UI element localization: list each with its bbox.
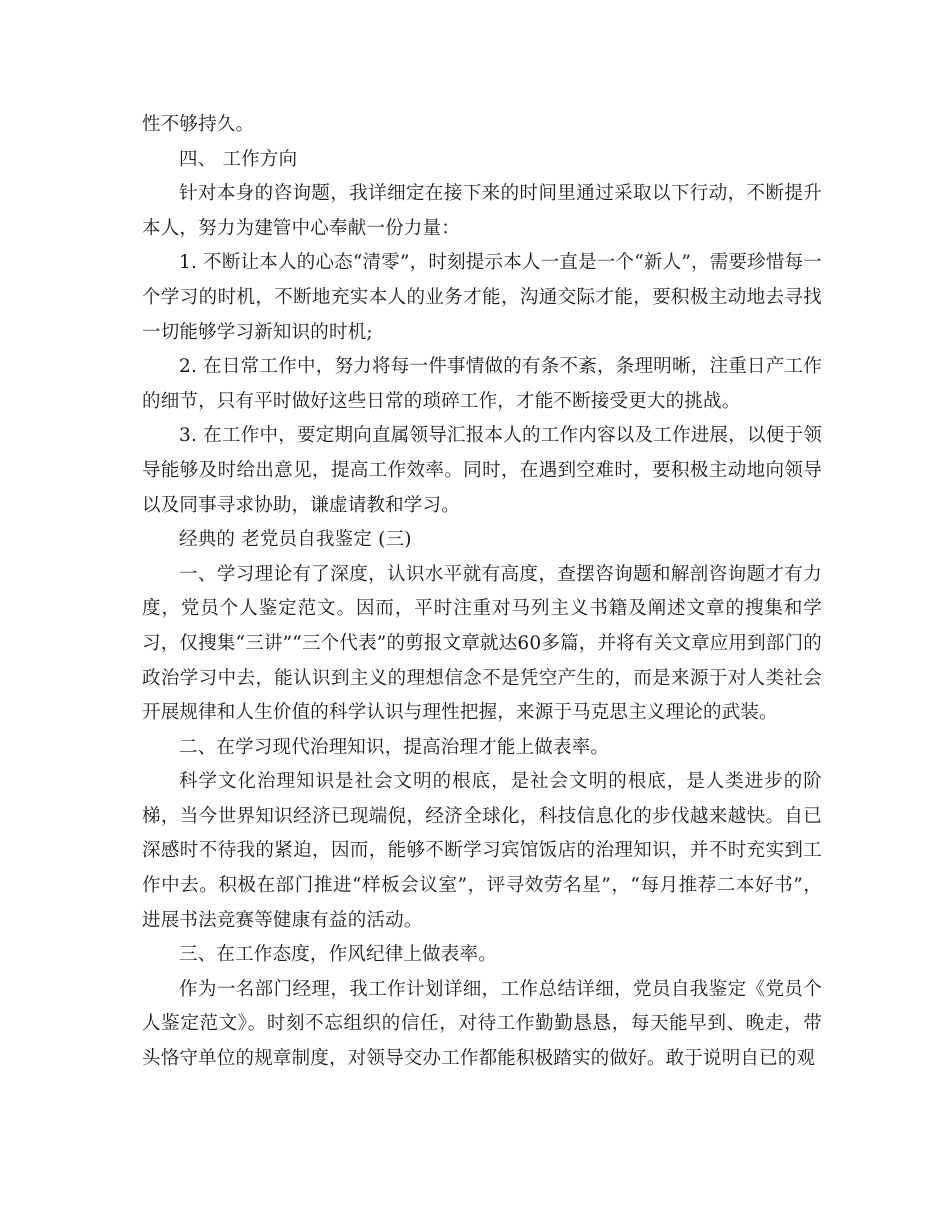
paragraph-3: 针对本身的咨询题，我详细定在接下来的时间里通过采取以下行动，不断提升本人，努力为建管中心奉献一份力量： [142, 183, 822, 239]
paragraph-management-knowledge: 科学文化治理知识是社会文明的根底，是社会文明的根底，是人类进步的阶梯，当今世界知识经济已现端倪，经济全球化，科技信息化的步伐越来越快。自已深感时不待我的紧迫，因而，能够不断学习宾馆饭店的治理知识，并不时充实到工作中去。积极在部门推进“样板会议室”，评寻效劳名星”，“每月推荐二本好书”，进展书法竞赛等健康有益的活动。 [142, 771, 822, 931]
heading-work-attitude: 三、在工作态度，作风纪律上做表率。 [179, 944, 497, 966]
document-page [142, 108, 822, 1077]
list-item-3: 3. 在工作中，要定期向直属领导汇报本人的工作内容以及工作进展，以便于领导能够及时给出意见，提高工作效率。同时，在遇到空难时，要积极主动地向领导以及同事寻求协助，谦虚请教和学习。 [142, 425, 823, 516]
paragraph-theory-study: 一、学习理论有了深度，认识水平就有高度，查摆咨询题和解剖咨询题才有力度，党员个人鉴定范文。因而，平时注重对马列主义书籍及阐述文章的搜集和学习，仅搜集“三讲”“三个代表”的剪报文章就达60多篇，并将有关文章应用到部门的政治学习中去，能认识到主义的理想信念不是凭空产生的，而是来源于对人类社会开展规律和人生价值的科学认识与理性把握，来源于马克思主义理论的武装。 [142, 563, 822, 724]
list-item-1: 1. 不断让本人的心态“清零”，时刻提示本人一直是一个“新人”，需要珍惜每一个学习的时机，不断地充实本人的业务才能，沟通交际才能，要积极主动地去寻找一切能够学习新知识的时机; [142, 252, 822, 343]
section-title-self-assessment-3: 经典的 老党员自我鉴定 (三) [179, 529, 412, 551]
paragraph-work-attitude: 作为一名部门经理，我工作计划详细，工作总结详细，党员自我鉴定《党员个人鉴定范文》。时刻不忘组织的信任，对待工作勤勤恳恳，每天能早到、晚走，带头恪守单位的规章制度，对领导交办工作都能积极踏实的做好。敢于说明自已的观 [142, 978, 822, 1070]
heading-management-knowledge: 二、在学习现代治理知识，提高治理才能上做表率。 [179, 736, 610, 758]
list-item-2: 2. 在日常工作中，努力将每一件事情做的有条不紊，条理明晰，注重日产工作的细节，只有平时做好这些日常的琐碎工作，才能不断接受更大的挑战。 [142, 356, 823, 412]
section-heading-work-direction: 四、 工作方向 [179, 148, 298, 170]
paragraph-1: 性不够持久。 [142, 114, 255, 135]
